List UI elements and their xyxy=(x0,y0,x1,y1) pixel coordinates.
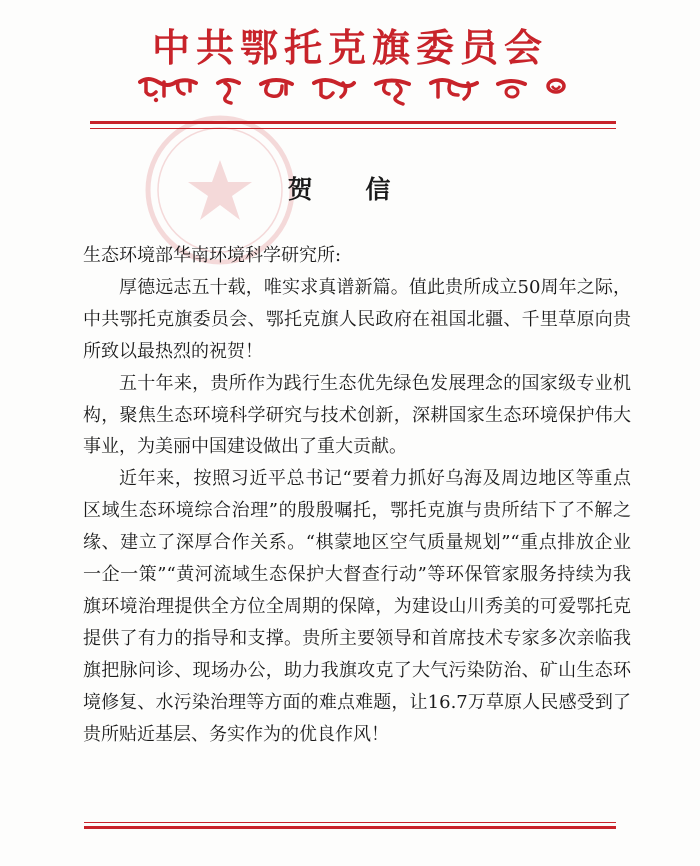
mongolian-word-5 xyxy=(373,74,413,108)
letter-paragraph: 近年来，按照习近平总书记“要着力抓好乌海及周边地区等重点区域生态环境综合治理”的殷殷嘱托，鄂托克旗与贵所结下了不解之缘、建立了深厚合作关系。“棋蒙地区空气质量规划”“重点排放企业一企一策”“黄河流域生态保护大督查行动”等环保管家服务持续为我旗环境治理提供全方位全周期的保障，为建设山川秀美的可爱鄂托克提供了有力的指导和支撑。贵所主要领导和首席技术专家多次亲临我旗把脉问诊、现场办公，助力我旗攻克了大气污染防治、矿山生态环境修复、水污染治理等方面的难点难题，让16.7万草原人民感受到了贵所贴近基层、务实作为的优良作风！ xyxy=(83,468,631,745)
mongolian-word-7 xyxy=(495,74,529,108)
mongolian-word-4 xyxy=(311,74,357,108)
letter-body xyxy=(83,240,631,751)
letter-paragraph: 五十年来，贵所作为践行生态优先绿色发展理念的国家级专业机构，聚焦生态环境科学研究与技术创新，深耕国家生态环境保护伟大事业，为美丽中国建设做出了重大贡献。 xyxy=(83,372,631,458)
mongolian-word-8 xyxy=(544,74,568,108)
mongolian-word-3 xyxy=(258,74,296,108)
mongolian-word-2 xyxy=(215,74,243,108)
letter-title: 贺 信 xyxy=(287,175,413,204)
letter-salutation: 生态环境部华南环境科学研究所: xyxy=(83,245,342,266)
letter-paragraph: 厚德远志五十载，唯实求真谱新篇。值此贵所成立50周年之际，中共鄂托克旗委员会、鄂托克旗人民政府在祖国北疆、千里草原向贵所致以最热烈的祝贺！ xyxy=(83,276,631,362)
letterhead-org-name: 中共鄂托克旗委员会 xyxy=(151,25,548,70)
mongolian-word-1 xyxy=(138,74,200,108)
mongolian-word-6 xyxy=(428,74,480,108)
footer-rule-thick xyxy=(84,826,616,829)
footer-rule-thin xyxy=(84,822,616,823)
letterhead-mongolian-script xyxy=(138,74,568,112)
